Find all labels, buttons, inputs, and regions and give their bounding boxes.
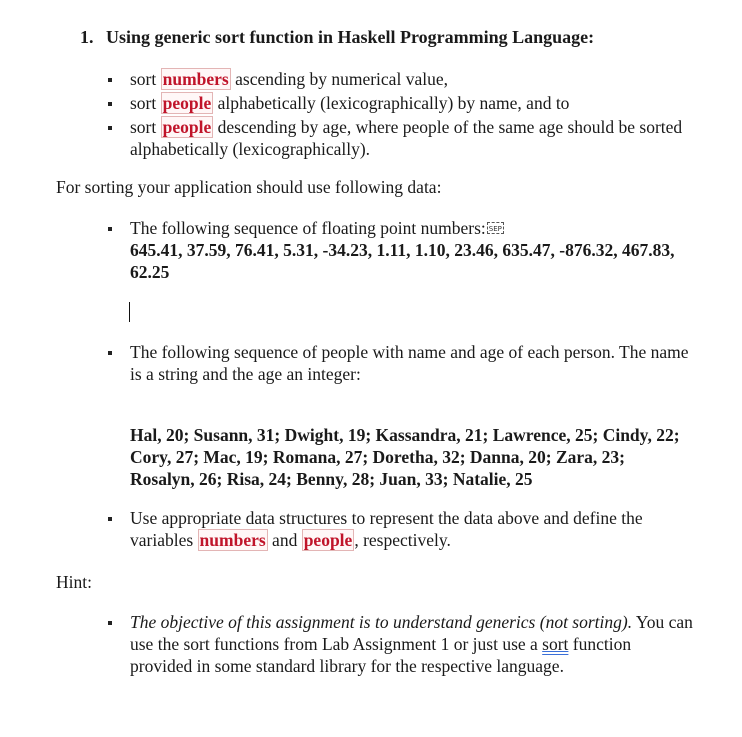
people-intro: The following sequence of people with name and age of each person. The name is a string and the age an integer: bbox=[130, 342, 689, 384]
hint-text: function provided in some standard library for the respective language. bbox=[130, 634, 632, 676]
list-item bbox=[106, 507, 696, 551]
keyword-people: people bbox=[162, 117, 212, 137]
list-item bbox=[106, 68, 696, 90]
keyword-people: people bbox=[162, 93, 212, 113]
keyword-numbers: numbers bbox=[199, 530, 266, 550]
list-item bbox=[106, 92, 696, 114]
list-item bbox=[106, 116, 696, 160]
heading-number: 1. bbox=[80, 27, 94, 47]
list-item bbox=[106, 611, 696, 677]
hint-label: Hint: bbox=[56, 572, 92, 592]
task-text: alphabetically (lexicographically) by name, and to bbox=[213, 93, 570, 113]
structures-text: , respectively. bbox=[354, 530, 451, 550]
structures-text: Use appropriate data structures to represent the data above and define the variables bbox=[130, 508, 643, 550]
task-text: sort bbox=[130, 69, 161, 89]
keyword-people: people bbox=[303, 530, 353, 550]
data-intro: For sorting your application should use following data: bbox=[56, 177, 442, 197]
numbers-list bbox=[106, 217, 696, 283]
sep-marker: SEP bbox=[487, 222, 504, 234]
task-text: sort bbox=[130, 93, 161, 113]
task-text: descending by age, where people of the same age should be sorted alphabetically (lexicographically). bbox=[130, 117, 683, 159]
list-item bbox=[106, 217, 696, 283]
sort-link-word[interactable]: sort bbox=[542, 634, 569, 654]
text-cursor bbox=[129, 302, 130, 322]
keyword-numbers: numbers bbox=[162, 69, 229, 89]
people-list bbox=[106, 341, 696, 385]
task-list bbox=[106, 68, 696, 160]
hint-text: You can use the sort functions from Lab Assignment 1 or just use a bbox=[130, 612, 693, 654]
numbers-intro: The following sequence of floating point numbers: bbox=[130, 218, 486, 238]
hint-list bbox=[106, 611, 696, 677]
numbers-values: 645.41, 37.59, 76.41, 5.31, -34.23, 1.11, 1.10, 23.46, 635.47, -876.32, 467.83, 62.25 bbox=[130, 240, 675, 282]
assignment-heading bbox=[80, 27, 594, 48]
heading-text: Using generic sort function in Haskell Programming Language: bbox=[106, 27, 595, 47]
structures-list bbox=[106, 507, 696, 551]
structures-text: and bbox=[267, 530, 302, 550]
people-values: Hal, 20; Susann, 31; Dwight, 19; Kassandra, 21; Lawrence, 25; Cindy, 22; Cory, 27; Mac, 19; Romana, 27; Doretha, 32; Danna, 20; Zara, 23; Rosalyn, 26; Risa, 24; Benny, 28; Juan, 33; Natalie, 25 bbox=[130, 425, 680, 489]
hint-italic-text: The objective of this assignment is to understand generics (not sorting). bbox=[130, 612, 633, 632]
list-item bbox=[106, 341, 696, 385]
task-text: sort bbox=[130, 117, 161, 137]
task-text: ascending by numerical value, bbox=[230, 69, 448, 89]
